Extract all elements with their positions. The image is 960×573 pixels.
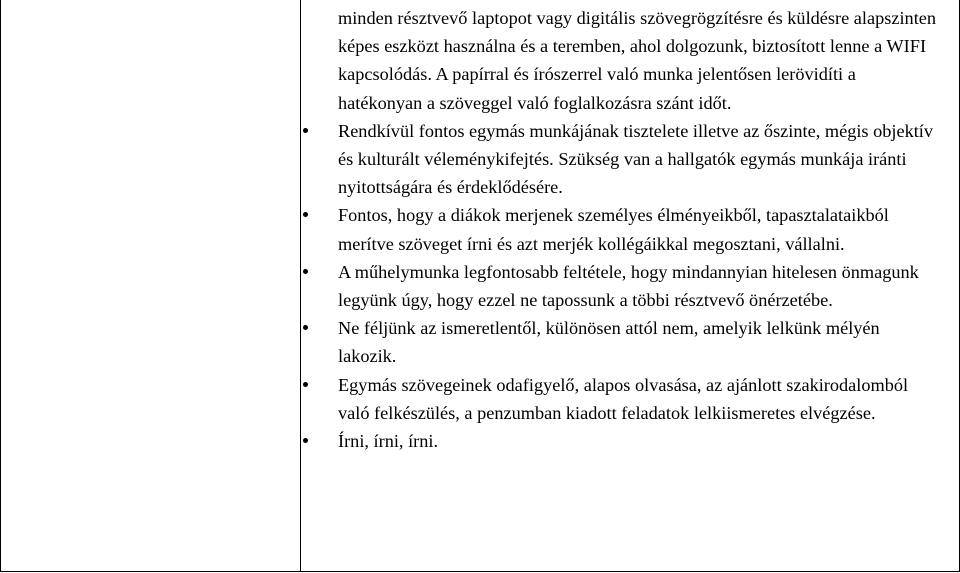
intro-paragraph: minden résztvevő laptopot vagy digitális szövegrögzítésre és küldésre alapszinten képes eszközt használna és a teremben, ahol dolgozunk, biztosított lenne a WIFI kapcsolódás. A papírral és írószerrel való munka jelentősen lerövidíti a hatékonyan a szöveggel való foglalkozásra szánt időt.	[338, 8, 937, 113]
list-item	[338, 371, 938, 427]
bullet-icon	[303, 382, 308, 387]
list-item	[338, 117, 938, 202]
list-item-text: Ne féljünk az ismeretlentől, különösen attól nem, amelyik lelkünk mélyén lakozik.	[338, 318, 880, 367]
list-item-text: Rendkívül fontos egymás munkájának tisztelete illetve az őszinte, mégis objektív és kulturált véleménykifejtés. Szükség van a hallgatók egymás munkája iránti nyitottságára és érdeklődésére.	[338, 120, 934, 198]
list-item-text: Egymás szövegeinek odafigyelő, alapos olvasása, az ajánlott szakirodalomból való felkészülés, a penzumban kiadott feladatok lelkiismeretes elvégzése.	[338, 374, 909, 423]
list-item	[338, 201, 938, 257]
list-item	[338, 314, 938, 370]
list-item-text: A műhelymunka legfontosabb feltétele, hogy mindannyian hitelesen önmagunk legyünk úgy, hogy ezzel ne tapossunk a többi résztvevő önérzetébe.	[338, 261, 919, 311]
bullet-list	[338, 117, 938, 455]
list-item-text: Írni, írni, írni.	[338, 431, 439, 452]
document-cell-content	[338, 4, 938, 455]
column-divider	[300, 0, 301, 572]
list-item	[338, 258, 938, 314]
bullet-icon	[303, 128, 308, 133]
bullet-icon	[303, 269, 308, 274]
list-item-text: Fontos, hogy a diákok merjenek személyes élményeikből, tapasztalataikból merítve szöveget írni és azt merjék kollégáikkal megosztani, vállalni.	[338, 205, 889, 254]
list-item	[338, 427, 938, 455]
